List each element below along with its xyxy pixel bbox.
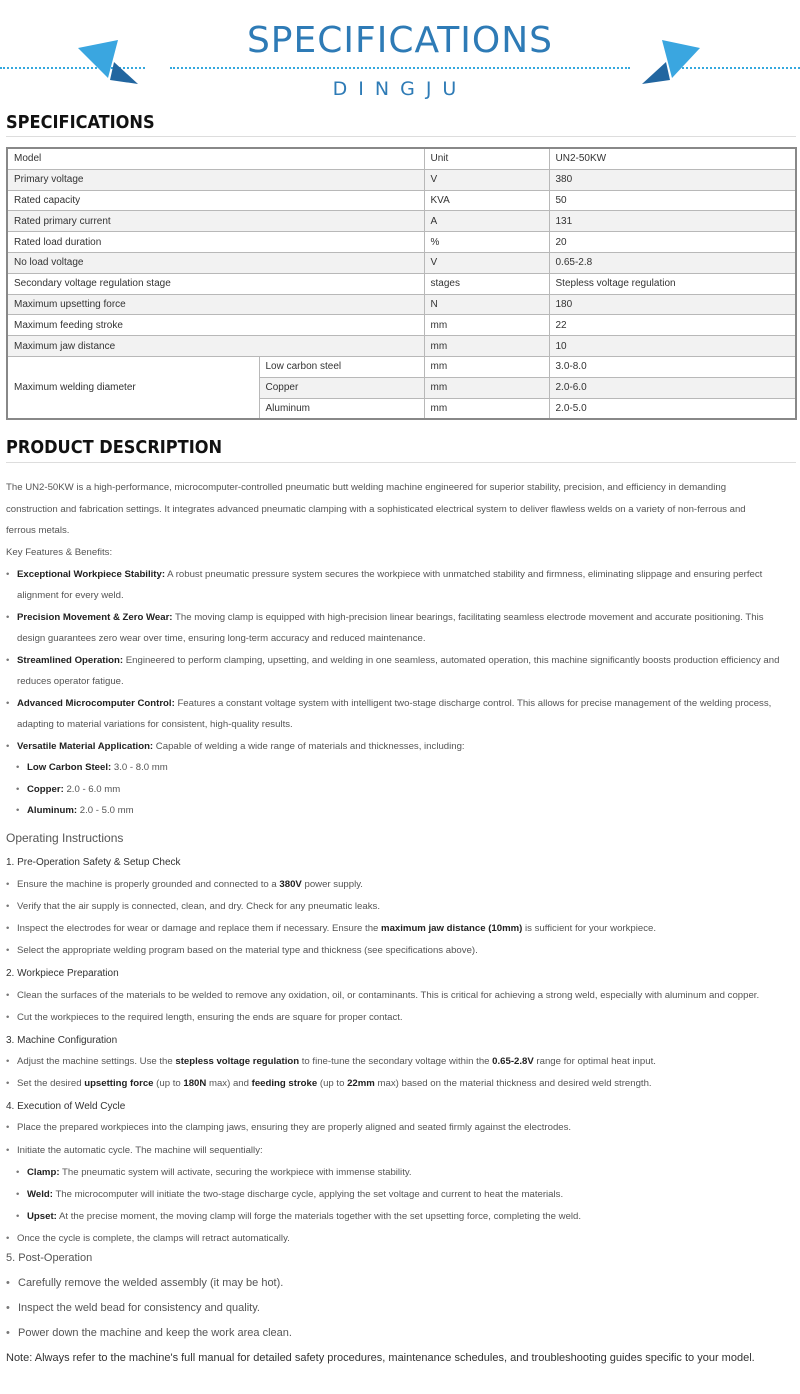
banner-dotted-line-center <box>170 67 630 69</box>
step-text: range for optimal heat input. <box>533 1056 656 1067</box>
step-emphasis: upsetting force <box>84 1078 154 1089</box>
step-emphasis: 0.65-2.8V <box>492 1056 534 1067</box>
table-cell: Aluminum <box>259 398 424 419</box>
list-item: • Exceptional Workpiece Stability: A robust pneumatic pressure system secures the workpiece with unmatched stability and firmness, eliminating slippage and ensuring perfect <box>6 569 763 580</box>
feature-text: Features a constant voltage system with intelligent two-stage discharge control. This allows for precise management of the welding process, <box>174 698 772 709</box>
list-item: • Cut the workpieces to the required length, ensuring the ends are square for proper contact. <box>6 1012 403 1023</box>
note: Note: Always refer to the machine's full manual for detailed safety procedures, maintenance schedules, and troubleshooting guides specific to your model. <box>6 1352 755 1364</box>
table-cell: mm <box>424 315 549 336</box>
step-text: Inspect the weld bead for consistency and quality. <box>18 1302 260 1314</box>
list-item: • Ensure the machine is properly grounded and connected to a 380V power supply. <box>6 879 363 890</box>
list-item-continuation: design guarantees zero wear over time, ensuring long-term accuracy and reduced maintenance. <box>17 633 426 644</box>
table-cell: 131 <box>549 211 796 232</box>
table-cell: mm <box>424 398 549 419</box>
list-item-continuation: reduces operator fatigue. <box>17 676 124 687</box>
step-emphasis: 380V <box>279 879 302 890</box>
table-row <box>7 294 796 315</box>
table-cell: Primary voltage <box>7 169 424 190</box>
intro-line: construction and fabrication settings. It integrates advanced pneumatic clamping with a sophisticated electrical system to deliver flawless welds on a variety of non-ferrous and <box>6 504 746 515</box>
table-cell: 180 <box>549 294 796 315</box>
list-item: • Once the cycle is complete, the clamps will retract automatically. <box>6 1233 290 1244</box>
table-cell: No load voltage <box>7 252 424 273</box>
feature-text: The moving clamp is equipped with high-precision linear bearings, facilitating seamless electrode movement and accurate positioning. This <box>172 612 764 623</box>
list-item: • Place the prepared workpieces into the clamping jaws, ensuring they are properly aligned and seated firmly against the electrodes. <box>6 1122 572 1133</box>
step-emphasis: 22mm <box>347 1078 375 1089</box>
step-emphasis: feeding stroke <box>251 1078 318 1089</box>
step-emphasis: maximum jaw distance (10mm) <box>381 923 523 934</box>
step-heading: 1. Pre-Operation Safety & Setup Check <box>6 857 181 868</box>
list-item: • Upset: At the precise moment, the moving clamp will forge the materials together with the set upsetting force, completing the weld. <box>16 1211 582 1222</box>
list-item-continuation: alignment for every weld. <box>17 590 124 601</box>
step-emphasis: Upset: <box>27 1211 57 1222</box>
list-item: • Inspect the electrodes for wear or damage and replace them if necessary. Ensure the maximum jaw distance (10mm) is sufficient for your workpiece. <box>6 923 657 934</box>
operating-heading: Operating Instructions <box>6 831 124 845</box>
step-text: The microcomputer will initiate the two-stage discharge cycle, applying the set voltage and current to heat the materials. <box>52 1189 564 1200</box>
table-cell: Maximum upsetting force <box>7 294 424 315</box>
list-item: • Adjust the machine settings. Use the stepless voltage regulation to fine-tune the secondary voltage within the 0.65-2.8V range for optimal heat input. <box>6 1056 656 1067</box>
step-text: Verify that the air supply is connected, clean, and dry. Check for any pneumatic leaks. <box>17 901 380 912</box>
table-cell: Low carbon steel <box>259 356 424 377</box>
table-cell: KVA <box>424 190 549 211</box>
feature-title: Versatile Material Application: <box>17 741 154 752</box>
table-cell: 2.0-6.0 <box>549 377 796 398</box>
list-item: • Clamp: The pneumatic system will activate, securing the workpiece with immense stability. <box>16 1167 412 1178</box>
banner <box>0 0 800 105</box>
list-item: • Copper: 2.0 - 6.0 mm <box>16 784 121 795</box>
table-cell: Rated capacity <box>7 190 424 211</box>
step-text: The pneumatic system will activate, securing the workpiece with immense stability. <box>59 1167 412 1178</box>
table-cell: mm <box>424 356 549 377</box>
step-text: (up to <box>317 1078 348 1089</box>
table-row <box>7 356 796 377</box>
feature-text: Engineered to perform clamping, upsetting, and welding in one seamless, automated operation, this machine significantly boosts production efficiency and <box>123 655 780 666</box>
table-cell: Copper <box>259 377 424 398</box>
table-cell: 50 <box>549 190 796 211</box>
table-row <box>7 148 796 169</box>
table-row <box>7 211 796 232</box>
step-heading: 5. Post-Operation <box>6 1252 93 1264</box>
list-item: • Versatile Material Application: Capable of welding a wide range of materials and thicknesses, including: <box>6 741 465 752</box>
table-cell: 380 <box>549 169 796 190</box>
spec-heading: SPECIFICATIONS <box>6 112 155 133</box>
table-cell: Unit <box>424 148 549 169</box>
list-item: • Select the appropriate welding program based on the material type and thickness (see specifications above). <box>6 945 478 956</box>
step-heading: 4. Execution of Weld Cycle <box>6 1101 126 1112</box>
step-text: Power down the machine and keep the work area clean. <box>18 1327 292 1339</box>
feature-text: A robust pneumatic pressure system secures the workpiece with unmatched stability and firmness, eliminating slippage and ensuring perfect <box>165 569 763 580</box>
step-text: Select the appropriate welding program based on the material type and thickness (see specifications above). <box>17 945 478 956</box>
table-row <box>7 169 796 190</box>
step-text: (up to <box>153 1078 184 1089</box>
material-title: Aluminum: <box>27 805 78 816</box>
table-cell: UN2-50KW <box>549 148 796 169</box>
table-cell: Maximum feeding stroke <box>7 315 424 336</box>
step-text: Place the prepared workpieces into the clamping jaws, ensuring they are properly aligned and seated firmly against the electrodes. <box>17 1122 572 1133</box>
step-text: max) based on the material thickness and desired weld strength. <box>374 1078 652 1089</box>
spec-table <box>6 147 797 420</box>
step-text: Ensure the machine is properly grounded and connected to a <box>17 879 280 890</box>
table-cell: 20 <box>549 232 796 253</box>
list-item: • Power down the machine and keep the work area clean. <box>6 1327 292 1339</box>
step-emphasis: Weld: <box>27 1189 53 1200</box>
feature-title: Exceptional Workpiece Stability: <box>17 569 166 580</box>
material-title: Copper: <box>27 784 64 795</box>
list-item: • Inspect the weld bead for consistency and quality. <box>6 1302 260 1314</box>
table-cell: stages <box>424 273 549 294</box>
intro-line: The UN2-50KW is a high-performance, microcomputer-controlled pneumatic butt welding machine engineered for superior stability, precision, and efficiency in demanding <box>6 482 727 493</box>
features-heading: Key Features & Benefits: <box>6 547 113 558</box>
step-heading: 3. Machine Configuration <box>6 1035 118 1046</box>
list-item: • Precision Movement & Zero Wear: The moving clamp is equipped with high-precision linear bearings, facilitating seamless electrode movement and accurate positioning. This <box>6 612 764 623</box>
table-cell: 2.0-5.0 <box>549 398 796 419</box>
step-text: At the precise moment, the moving clamp will forge the materials together with the set upsetting force, completing the weld. <box>56 1211 582 1222</box>
table-cell: Rated primary current <box>7 211 424 232</box>
step-text: max) and <box>206 1078 252 1089</box>
table-cell: 22 <box>549 315 796 336</box>
step-text: Inspect the electrodes for wear or damage and replace them if necessary. Ensure the <box>17 923 382 934</box>
list-item-continuation: adapting to material variations for consistent, high-quality results. <box>17 719 293 730</box>
step-emphasis: 180N <box>183 1078 207 1089</box>
step-text: Adjust the machine settings. Use the <box>17 1056 176 1067</box>
description-divider <box>6 462 796 463</box>
banner-subtitle: DINGJU <box>332 78 468 100</box>
list-item: • Verify that the air supply is connected, clean, and dry. Check for any pneumatic leaks. <box>6 901 380 912</box>
table-cell: Secondary voltage regulation stage <box>7 273 424 294</box>
step-heading: 2. Workpiece Preparation <box>6 968 119 979</box>
material-title: Low Carbon Steel: <box>27 762 112 773</box>
table-cell: V <box>424 169 549 190</box>
material-text: 3.0 - 8.0 mm <box>111 762 168 773</box>
step-text: Once the cycle is complete, the clamps will retract automatically. <box>17 1233 290 1244</box>
list-item: • Weld: The microcomputer will initiate the two-stage discharge cycle, applying the set voltage and current to heat the materials. <box>16 1189 564 1200</box>
intro-line: ferrous metals. <box>6 525 70 536</box>
table-cell: Stepless voltage regulation <box>549 273 796 294</box>
step-text: power supply. <box>301 879 363 890</box>
material-text: 2.0 - 5.0 mm <box>77 805 134 816</box>
step-emphasis: Clamp: <box>27 1167 60 1178</box>
table-row <box>7 190 796 211</box>
list-item: • Initiate the automatic cycle. The machine will sequentially: <box>6 1145 263 1156</box>
step-text: Initiate the automatic cycle. The machine will sequentially: <box>17 1145 263 1156</box>
table-cell: Maximum jaw distance <box>7 336 424 357</box>
step-text: Clean the surfaces of the materials to be welded to remove any oxidation, oil, or contaminants. This is critical for achieving a strong weld, especially with aluminum and copper. <box>17 990 760 1001</box>
table-cell: A <box>424 211 549 232</box>
list-item: • Clean the surfaces of the materials to be welded to remove any oxidation, oil, or contaminants. This is critical for achieving a strong weld, especially with aluminum and copper. <box>6 990 760 1001</box>
table-cell: mm <box>424 336 549 357</box>
table-row <box>7 232 796 253</box>
table-cell: 3.0-8.0 <box>549 356 796 377</box>
description-heading: PRODUCT DESCRIPTION <box>6 437 223 458</box>
table-cell: Model <box>7 148 424 169</box>
banner-title: SPECIFICATIONS <box>246 20 554 61</box>
list-item: • Advanced Microcomputer Control: Features a constant voltage system with intelligent two-stage discharge control. This allows for precise management of the welding process, <box>6 698 772 709</box>
list-item: • Carefully remove the welded assembly (it may be hot). <box>6 1277 284 1289</box>
step-emphasis: stepless voltage regulation <box>175 1056 300 1067</box>
list-item: • Aluminum: 2.0 - 5.0 mm <box>16 805 134 816</box>
table-cell: % <box>424 232 549 253</box>
table-cell: N <box>424 294 549 315</box>
step-text: Carefully remove the welded assembly (it may be hot). <box>18 1277 284 1289</box>
spec-divider <box>6 136 796 137</box>
table-row <box>7 273 796 294</box>
material-text: 2.0 - 6.0 mm <box>63 784 121 795</box>
step-text: Set the desired <box>17 1078 85 1089</box>
list-item: • Low Carbon Steel: 3.0 - 8.0 mm <box>16 762 168 773</box>
feature-title: Precision Movement & Zero Wear: <box>17 612 173 623</box>
list-item: • Set the desired upsetting force (up to 180N max) and feeding stroke (up to 22mm max) based on the material thickness and desired weld strength. <box>6 1078 652 1089</box>
step-text: Cut the workpieces to the required length, ensuring the ends are square for proper contact. <box>17 1012 403 1023</box>
table-cell: 10 <box>549 336 796 357</box>
table-cell: Rated load duration <box>7 232 424 253</box>
table-cell: 0.65-2.8 <box>549 252 796 273</box>
table-row <box>7 252 796 273</box>
table-cell: V <box>424 252 549 273</box>
list-item: • Streamlined Operation: Engineered to perform clamping, upsetting, and welding in one seamless, automated operation, this machine significantly boosts production efficiency and <box>6 655 780 666</box>
table-row <box>7 315 796 336</box>
feature-title: Advanced Microcomputer Control: <box>17 698 175 709</box>
feature-title: Streamlined Operation: <box>17 655 124 666</box>
table-row <box>7 336 796 357</box>
step-text: is sufficient for your workpiece. <box>522 923 657 934</box>
feature-text: Capable of welding a wide range of materials and thicknesses, including: <box>153 741 465 752</box>
table-cell: Maximum welding diameter <box>7 356 259 419</box>
step-text: to fine-tune the secondary voltage within the <box>299 1056 493 1067</box>
table-cell: mm <box>424 377 549 398</box>
